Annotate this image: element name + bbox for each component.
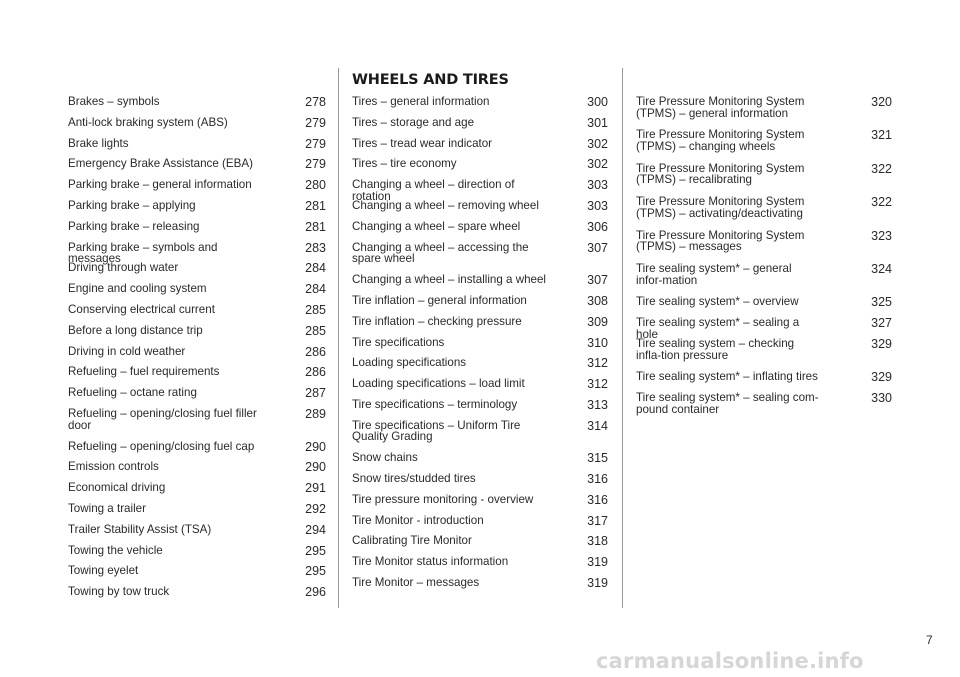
toc-entry[interactable]: [68, 565, 326, 577]
toc-entry[interactable]: [352, 274, 608, 286]
toc-entry-title: Tire sealing system* – general infor-mation: [636, 262, 792, 287]
toc-entry[interactable]: [68, 387, 326, 399]
toc-entry-page: 284: [305, 282, 326, 297]
toc-entry-page: 301: [587, 115, 608, 130]
toc-entry-page: 313: [587, 397, 608, 412]
toc-entry-title: Towing by tow truck: [68, 585, 170, 599]
toc-entry-title: Refueling – fuel requirements: [68, 365, 220, 379]
toc-entry[interactable]: [352, 138, 608, 150]
toc-entry-page: 314: [587, 418, 608, 433]
toc-entry-page: 319: [587, 576, 608, 590]
toc-entry-title: Tire sealing system* – overview: [636, 295, 799, 309]
toc-entry-page: 309: [587, 314, 608, 329]
toc-entry-page: 325: [871, 295, 892, 310]
toc-entry[interactable]: [352, 200, 608, 212]
toc-entry[interactable]: [352, 515, 608, 527]
toc-entry[interactable]: [68, 138, 326, 150]
toc-entry-title: Parking brake – general information: [68, 178, 252, 192]
toc-entry[interactable]: [68, 441, 326, 453]
toc-entry-page: 295: [305, 564, 326, 579]
toc-entry-title: Driving in cold weather: [68, 344, 186, 358]
toc-entry[interactable]: [68, 545, 326, 557]
toc-entry-page: 317: [587, 513, 608, 528]
toc-entry-page: 290: [305, 460, 326, 475]
toc-entry-title: Loading specifications: [352, 356, 467, 370]
toc-entry-title: Trailer Stability Assist (TSA): [68, 522, 212, 536]
toc-entry-title: Tire Pressure Monitoring System (TPMS) – activating/deactivating: [636, 195, 805, 220]
toc-entry[interactable]: [352, 117, 608, 129]
toc-entry[interactable]: [636, 371, 892, 383]
toc-entry-title: Snow chains: [352, 451, 418, 465]
toc-entry[interactable]: [68, 408, 326, 431]
toc-entry-page: 279: [305, 115, 326, 130]
toc-entry-title: Brakes – symbols: [68, 95, 160, 108]
toc-entry[interactable]: [636, 96, 892, 119]
toc-entry-page: 323: [871, 228, 892, 243]
toc-entry-page: 307: [587, 273, 608, 288]
toc-entry[interactable]: [352, 242, 608, 265]
toc-entry[interactable]: [636, 296, 892, 308]
toc-entry-page: 316: [587, 492, 608, 507]
toc-entry[interactable]: [68, 262, 326, 274]
toc-entry-title: Tire Pressure Monitoring System (TPMS) – general information: [636, 95, 805, 120]
toc-entry-title: Tire Monitor - introduction: [352, 513, 484, 527]
toc-entry[interactable]: [352, 316, 608, 328]
watermark: carmanualsonline.info: [596, 649, 864, 673]
toc-entry-page: 320: [871, 95, 892, 109]
toc-entry[interactable]: [68, 158, 326, 170]
toc-entry[interactable]: [352, 556, 608, 568]
toc-entry[interactable]: [352, 96, 608, 108]
column-divider: [338, 68, 339, 608]
toc-entry-title: Before a long distance trip: [68, 323, 203, 337]
toc-entry-page: 281: [305, 199, 326, 213]
toc-entry-page: 322: [871, 161, 892, 176]
toc-entry-title: Parking brake – releasing: [68, 219, 200, 233]
toc-entry-title: Tire sealing system* – inflating tires: [636, 370, 818, 384]
toc-entry-page: 318: [587, 534, 608, 549]
toc-entry-page: 319: [587, 555, 608, 570]
toc-entry-title: Tire specifications: [352, 335, 445, 349]
page-number: 7: [926, 633, 933, 647]
toc-entry[interactable]: [68, 325, 326, 337]
toc-entry-title: Towing a trailer: [68, 501, 146, 515]
toc-entry[interactable]: [352, 494, 608, 506]
toc-entry-page: 327: [871, 316, 892, 331]
toc-entry[interactable]: [352, 337, 608, 349]
toc-entry-title: Changing a wheel – removing wheel: [352, 199, 539, 212]
toc-entry-page: 281: [305, 219, 326, 234]
toc-entry-page: 322: [871, 195, 892, 210]
column-divider: [622, 68, 623, 608]
toc-entry[interactable]: [636, 196, 892, 219]
toc-entry-page: 308: [587, 293, 608, 308]
toc-entry-page: 286: [305, 344, 326, 359]
toc-entry-page: 279: [305, 136, 326, 151]
section-title: WHEELS AND TIRES: [352, 72, 509, 88]
toc-entry[interactable]: [636, 129, 892, 152]
toc-entry[interactable]: [352, 158, 608, 170]
toc-entry-page: 303: [587, 199, 608, 213]
toc-entry[interactable]: [352, 295, 608, 307]
toc-entry-page: 289: [305, 407, 326, 421]
toc-entry[interactable]: [352, 221, 608, 233]
toc-entry-page: 330: [871, 391, 892, 406]
toc-entry[interactable]: [636, 163, 892, 186]
toc-entry[interactable]: [68, 586, 326, 598]
toc-entry-page: 329: [871, 337, 892, 351]
toc-entry-title: Tire Pressure Monitoring System (TPMS) – changing wheels: [636, 128, 805, 153]
toc-entry-title: Tire inflation – general information: [352, 293, 527, 307]
toc-entry[interactable]: [68, 283, 326, 295]
toc-entry-title: Driving through water: [68, 261, 179, 275]
toc-entry-title: Refueling – opening/closing fuel filler door: [68, 407, 257, 432]
toc-entry-page: 283: [305, 240, 326, 255]
toc-entry-title: Tire Monitor status information: [352, 555, 509, 569]
toc-entry-title: Tire specifications – terminology: [352, 397, 518, 411]
toc-entry-page: 312: [587, 377, 608, 392]
toc-entry-title: Tire Monitor – messages: [352, 576, 480, 589]
toc-entry-page: 290: [305, 439, 326, 454]
toc-entry-page: 302: [587, 157, 608, 172]
toc-entry-title: Tires – tire economy: [352, 157, 457, 171]
toc-entry-title: Tire sealing system* – sealing com-pound container: [636, 391, 819, 416]
toc-entry[interactable]: [352, 535, 608, 547]
toc-entry-page: 285: [305, 303, 326, 317]
toc-entry-title: Parking brake – symbols and messages: [68, 240, 218, 266]
toc-entry[interactable]: [352, 577, 608, 589]
toc-entry-title: Engine and cooling system: [68, 282, 207, 296]
toc-entry-title: Tire sealing system* – sealing a hole: [636, 316, 800, 341]
toc-entry-page: 329: [871, 370, 892, 385]
toc-entry[interactable]: [68, 366, 326, 378]
toc-entry[interactable]: [352, 420, 608, 443]
toc-entry-title: Tire sealing system – checking infla-tion pressure: [636, 337, 795, 362]
toc-entry[interactable]: [68, 524, 326, 536]
toc-entry-page: 310: [587, 335, 608, 350]
toc-entry[interactable]: [68, 482, 326, 494]
toc-entry-page: 285: [305, 323, 326, 338]
toc-entry-page: 294: [305, 522, 326, 537]
toc-entry-page: 321: [871, 128, 892, 143]
toc-entry-page: 312: [587, 356, 608, 371]
toc-entry-page: 303: [587, 178, 608, 193]
toc-entry-page: 295: [305, 543, 326, 558]
toc-entry[interactable]: [68, 346, 326, 358]
toc-entry[interactable]: [68, 221, 326, 233]
toc-entry-title: Tires – storage and age: [352, 115, 475, 129]
toc-entry-title: Tire specifications – Uniform Tire Quality Grading: [352, 418, 521, 444]
toc-entry-page: 291: [305, 481, 326, 496]
toc-entry-title: Towing eyelet: [68, 564, 139, 578]
toc-entry-title: Emergency Brake Assistance (EBA): [68, 157, 253, 171]
toc-entry-title: Tire Pressure Monitoring System (TPMS) – messages: [636, 228, 805, 254]
toc-entry[interactable]: [68, 200, 326, 212]
toc-entry-page: 307: [587, 240, 608, 255]
toc-entry-title: Tire Pressure Monitoring System (TPMS) – recalibrating: [636, 161, 805, 187]
toc-entry-title: Tire inflation – checking pressure: [352, 314, 522, 328]
toc-entry-page: 302: [587, 136, 608, 151]
toc-entry-title: Tires – general information: [352, 95, 490, 108]
toc-entry-title: Economical driving: [68, 481, 166, 495]
toc-entry[interactable]: [68, 461, 326, 473]
toc-entry[interactable]: [68, 96, 326, 108]
toc-entry-title: Towing the vehicle: [68, 543, 163, 557]
toc-entry-page: 316: [587, 472, 608, 486]
toc-entry-title: Emission controls: [68, 460, 159, 474]
toc-entry-title: Tire pressure monitoring - overview: [352, 492, 534, 506]
toc-entry-title: Conserving electrical current: [68, 303, 215, 316]
toc-entry-page: 286: [305, 365, 326, 380]
toc-entry[interactable]: [636, 338, 892, 361]
toc-entry-title: Changing a wheel – spare wheel: [352, 219, 521, 233]
toc-entry[interactable]: [636, 392, 892, 415]
toc-entry-title: Brake lights: [68, 136, 129, 150]
toc-entry-title: Anti-lock braking system (ABS): [68, 115, 228, 129]
toc-entry-title: Changing a wheel – accessing the spare wheel: [352, 240, 529, 266]
toc-entry-page: 280: [305, 178, 326, 193]
toc-entry-page: 278: [305, 95, 326, 109]
toc-entry[interactable]: [68, 304, 326, 316]
toc-entry-page: 296: [305, 585, 326, 600]
toc-entry-title: Refueling – opening/closing fuel cap: [68, 439, 255, 453]
toc-entry-title: Snow tires/studded tires: [352, 472, 476, 485]
toc-entry[interactable]: [352, 399, 608, 411]
toc-entry-title: Calibrating Tire Monitor: [352, 534, 472, 548]
toc-entry[interactable]: [636, 263, 892, 286]
toc-entry[interactable]: [352, 378, 608, 390]
toc-entry-title: Parking brake – applying: [68, 199, 196, 212]
toc-entry[interactable]: [636, 230, 892, 253]
toc-entry[interactable]: [68, 503, 326, 515]
toc-entry-page: 292: [305, 501, 326, 516]
toc-entry-page: 287: [305, 386, 326, 401]
toc-entry-page: 315: [587, 451, 608, 466]
toc-entry[interactable]: [352, 357, 608, 369]
toc-entry[interactable]: [352, 473, 608, 485]
toc-entry-page: 279: [305, 157, 326, 172]
toc-entry-page: 284: [305, 261, 326, 276]
toc-entry[interactable]: [68, 179, 326, 191]
toc-entry-page: 300: [587, 95, 608, 109]
toc-entry-title: Refueling – octane rating: [68, 386, 197, 400]
toc-entry[interactable]: [68, 117, 326, 129]
toc-entry-title: Tires – tread wear indicator: [352, 136, 493, 150]
toc-entry-title: Changing a wheel – installing a wheel: [352, 273, 547, 287]
toc-entry-title: Changing a wheel – direction of rotation: [352, 178, 515, 203]
toc-entry[interactable]: [352, 452, 608, 464]
toc-entry-page: 306: [587, 219, 608, 234]
toc-entry-page: 324: [871, 262, 892, 276]
toc-entry-title: Loading specifications – load limit: [352, 377, 525, 391]
